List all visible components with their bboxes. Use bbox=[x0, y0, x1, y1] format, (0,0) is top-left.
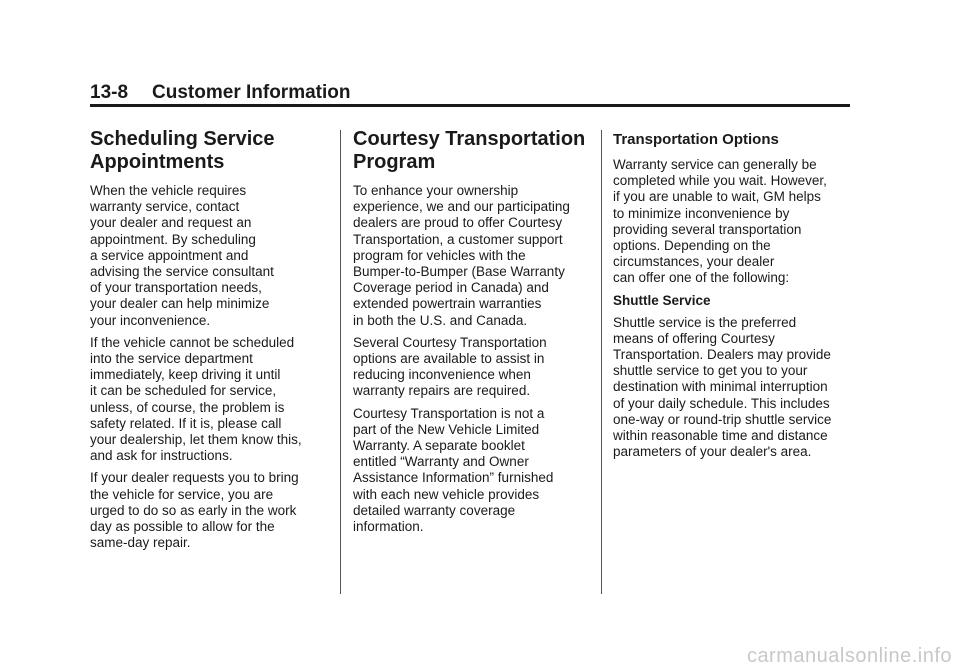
column-courtesy-transportation bbox=[353, 128, 598, 541]
paragraph: Warranty service can generally be completed while you wait. However, if you are unable to wait, GM helps to minimize inconvenience by providing several transportation options. Depending on the circumstances, your dealer can offer one of the following: bbox=[613, 157, 827, 286]
paragraph: To enhance your ownership experience, we and our participating dealers are proud to offer Courtesy Transportation, a customer support program for vehicles with the Bumper-to-Bumper (Base Warranty Coverage period in Canada) and extended powertrain warranties in both the U.S. and Canada. bbox=[353, 183, 570, 328]
paragraph: Several Courtesy Transportation options are available to assist in reducing inconvenience when warranty repairs are required. bbox=[353, 334, 547, 399]
column-divider bbox=[340, 130, 341, 594]
paragraph: If the vehicle cannot be scheduled into the service department immediately, keep driving it until it can be scheduled for service, unless, of course, the problem is safety related. If it is, please call your dealership, let them know this, and ask for instructions. bbox=[90, 334, 302, 464]
page-number: 13-8 bbox=[90, 82, 129, 103]
page-header-text bbox=[90, 82, 350, 104]
paragraph: Shuttle service is the preferred means of offering Courtesy Transportation. Dealers may provide shuttle service to get you to your destination with minimal interruption of your daily schedule. This includes one-way or round-trip shuttle service within reasonable time and distance parameters of your dealer's area. bbox=[613, 314, 832, 460]
shuttle-service-heading: Shuttle Service bbox=[613, 292, 711, 308]
page-header bbox=[90, 80, 850, 107]
transportation-options-heading: Transportation Options bbox=[613, 131, 779, 148]
courtesy-transportation-heading: Courtesy Transportation Program bbox=[353, 128, 586, 173]
paragraph: If your dealer requests you to bring the vehicle for service, you are urged to do so as early in the work day as possible to allow for the same-day repair. bbox=[90, 470, 299, 551]
section-title: Customer Information bbox=[152, 82, 351, 103]
paragraph: Courtesy Transportation is not a part of the New Vehicle Limited Warranty. A separate booklet entitled “Warranty and Owner Assistance Information” furnished with each new vehicle provides detailed warranty coverage information. bbox=[353, 405, 554, 535]
column-divider bbox=[601, 130, 602, 594]
paragraph: When the vehicle requires warranty service, contact your dealer and request an appointment. By scheduling a service appointment and advising the service consultant of your transportation needs, your dealer can help minimize your inconvenience. bbox=[90, 183, 274, 328]
column-transportation-options bbox=[613, 128, 858, 466]
watermark: carmanualsonline.info bbox=[746, 645, 952, 667]
column-scheduling-service bbox=[90, 128, 326, 557]
scheduling-service-heading: Scheduling Service Appointments bbox=[90, 128, 275, 173]
